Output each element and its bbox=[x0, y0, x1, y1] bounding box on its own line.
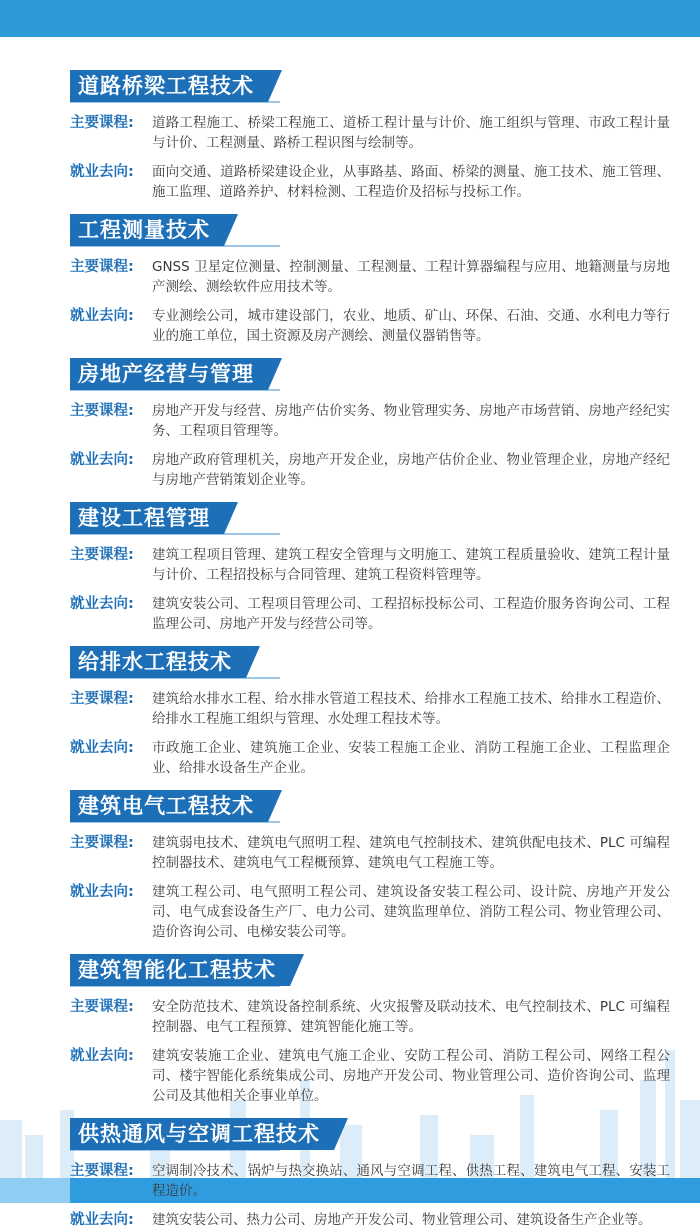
career-row bbox=[70, 162, 670, 202]
career-text: 面向交通、道路桥梁建设企业，从事路基、路面、桥梁的测量、施工技术、施工管理、施工监理、道路养护、材料检测、工程造价及招标与投标工作。 bbox=[152, 164, 670, 200]
courses-label: 主要课程: bbox=[70, 403, 134, 419]
section-header bbox=[70, 790, 700, 824]
courses-label: 主要课程: bbox=[70, 259, 134, 275]
section-title: 道路桥梁工程技术 bbox=[70, 70, 268, 102]
courses-text: 道路工程施工、桥梁工程施工、道桥工程计量与计价、施工组织与管理、市政工程计量与计价、工程测量、路桥工程识图与绘制等。 bbox=[152, 115, 670, 151]
courses-label: 主要课程: bbox=[70, 691, 134, 707]
section-header bbox=[70, 70, 700, 104]
courses-label: 主要课程: bbox=[70, 999, 134, 1015]
majors-list bbox=[0, 70, 700, 1230]
courses-text: 房地产开发与经营、房地产估价实务、物业管理实务、房地产市场营销、房地产经纪实务、工程项目管理等。 bbox=[152, 403, 670, 439]
major-section bbox=[0, 70, 700, 202]
career-label: 就业去向: bbox=[70, 164, 134, 180]
career-row bbox=[70, 594, 670, 634]
section-header bbox=[70, 502, 700, 536]
section-title: 工程测量技术 bbox=[70, 214, 224, 246]
courses-text: 安全防范技术、建筑设备控制系统、火灾报警及联动技术、电气控制技术、PLC 可编程控制器、电气工程预算、建筑智能化施工等。 bbox=[152, 999, 670, 1035]
courses-label: 主要课程: bbox=[70, 115, 134, 131]
section-title: 房地产经营与管理 bbox=[70, 358, 268, 390]
courses-text: 建筑给水排水工程、给水排水管道工程技术、给排水工程施工技术、给排水工程造价、给排水工程施工组织与管理、水处理工程技术等。 bbox=[152, 691, 670, 727]
major-section bbox=[0, 214, 700, 346]
career-row bbox=[70, 738, 670, 778]
courses-row bbox=[70, 401, 670, 441]
career-row bbox=[70, 450, 670, 490]
major-section bbox=[0, 646, 700, 778]
courses-row bbox=[70, 113, 670, 153]
courses-text: 空调制冷技术、锅炉与热交换站、通风与空调工程、供热工程、建筑电气工程、安装工程造价。 bbox=[152, 1163, 670, 1199]
section-header bbox=[70, 954, 700, 988]
major-section bbox=[0, 790, 700, 942]
section-header bbox=[70, 1118, 700, 1152]
courses-row bbox=[70, 257, 670, 297]
career-text: 专业测绘公司，城市建设部门，农业、地质、矿山、环保、石油、交通、水利电力等行业的施工单位，国土资源及房产测绘、测量仪器销售等。 bbox=[152, 308, 670, 344]
courses-row bbox=[70, 689, 670, 729]
career-label: 就业去向: bbox=[70, 308, 134, 324]
major-section bbox=[0, 1118, 700, 1230]
courses-row bbox=[70, 545, 670, 585]
section-title: 给排水工程技术 bbox=[70, 646, 246, 678]
career-text: 市政施工企业、建筑施工企业、安装工程施工企业、消防工程施工企业、工程监理企业、给排水设备生产企业。 bbox=[152, 740, 670, 776]
section-title: 供热通风与空调工程技术 bbox=[70, 1118, 334, 1150]
courses-row bbox=[70, 997, 670, 1037]
career-row bbox=[70, 1210, 670, 1230]
section-header bbox=[70, 214, 700, 248]
career-label: 就业去向: bbox=[70, 1048, 134, 1064]
courses-text: GNSS 卫星定位测量、控制测量、工程测量、工程计算器编程与应用、地籍测量与房地产测绘、测绘软件应用技术等。 bbox=[152, 259, 670, 295]
career-text: 建筑工程公司、电气照明工程公司、建筑设备安装工程公司、设计院、房地产开发公司、电气成套设备生产厂、电力公司、建筑监理单位、消防工程公司、物业管理公司、造价咨询公司、电梯安装公司等。 bbox=[152, 884, 670, 940]
career-text: 建筑安装公司、热力公司、房地产开发公司、物业管理公司、建筑设备生产企业等。 bbox=[152, 1212, 652, 1228]
major-section bbox=[0, 358, 700, 490]
courses-row bbox=[70, 1161, 670, 1201]
career-label: 就业去向: bbox=[70, 884, 134, 900]
career-text: 建筑安装施工企业、建筑电气施工企业、安防工程公司、消防工程公司、网络工程公司、楼宇智能化系统集成公司、房地产开发公司、物业管理公司、造价咨询公司、监理公司及其他相关企事业单位。 bbox=[152, 1048, 670, 1104]
career-label: 就业去向: bbox=[70, 596, 134, 612]
section-title: 建设工程管理 bbox=[70, 502, 224, 534]
career-row bbox=[70, 882, 670, 942]
career-label: 就业去向: bbox=[70, 1212, 134, 1228]
career-text: 建筑安装公司、工程项目管理公司、工程招标投标公司、工程造价服务咨询公司、工程监理公司、房地产开发与经营公司等。 bbox=[152, 596, 670, 632]
courses-label: 主要课程: bbox=[70, 835, 134, 851]
courses-label: 主要课程: bbox=[70, 1163, 134, 1179]
courses-text: 建筑弱电技术、建筑电气照明工程、建筑电气控制技术、建筑供配电技术、PLC 可编程控制器技术、建筑电气工程概预算、建筑电气工程施工等。 bbox=[152, 835, 670, 871]
career-label: 就业去向: bbox=[70, 740, 134, 756]
career-row bbox=[70, 1046, 670, 1106]
career-text: 房地产政府管理机关，房地产开发企业，房地产估价企业、物业管理企业，房地产经纪与房地产营销策划企业等。 bbox=[152, 452, 670, 488]
section-title: 建筑电气工程技术 bbox=[70, 790, 268, 822]
courses-text: 建筑工程项目管理、建筑工程安全管理与文明施工、建筑工程质量验收、建筑工程计量与计价、工程招投标与合同管理、建筑工程资料管理等。 bbox=[152, 547, 670, 583]
top-banner-bar bbox=[0, 0, 700, 37]
section-header bbox=[70, 646, 700, 680]
section-title: 建筑智能化工程技术 bbox=[70, 954, 290, 986]
section-header bbox=[70, 358, 700, 392]
courses-row bbox=[70, 833, 670, 873]
career-label: 就业去向: bbox=[70, 452, 134, 468]
major-section bbox=[0, 954, 700, 1106]
career-row bbox=[70, 306, 670, 346]
major-section bbox=[0, 502, 700, 634]
courses-label: 主要课程: bbox=[70, 547, 134, 563]
